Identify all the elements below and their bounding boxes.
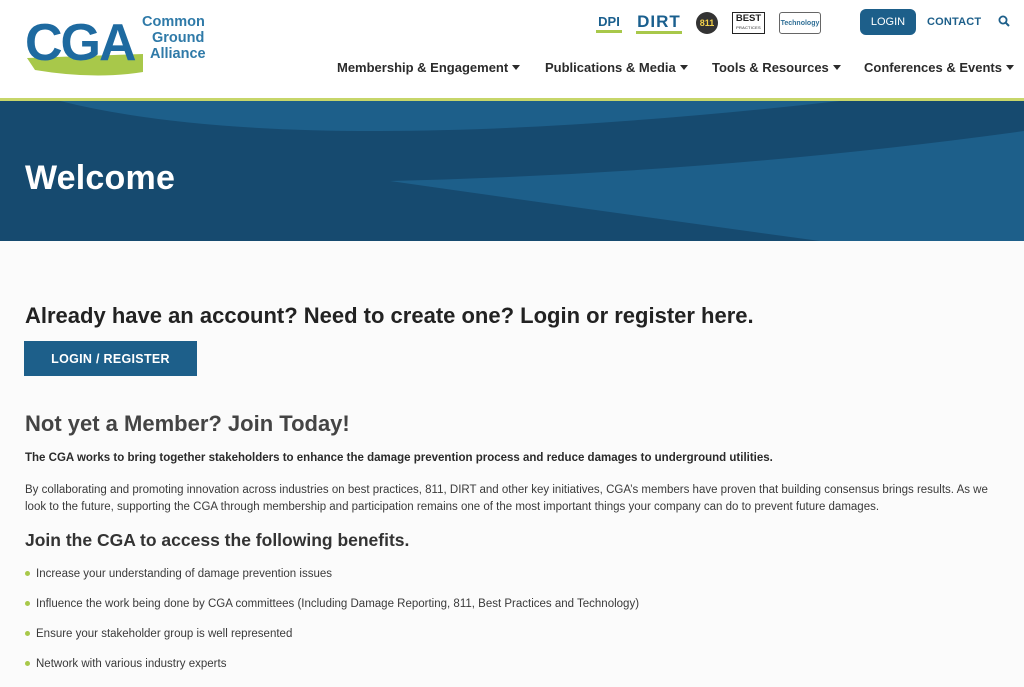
- nav-label: Publications & Media: [545, 60, 676, 75]
- best-logo-text: BEST: [735, 13, 762, 24]
- nav-conferences-events[interactable]: [864, 60, 1014, 75]
- program-logos: [596, 10, 835, 36]
- caret-down-icon: [680, 65, 688, 70]
- search-icon[interactable]: [998, 15, 1010, 27]
- list-item: Ensure your stakeholder group is well represented: [25, 628, 639, 658]
- dirt-logo[interactable]: DIRT: [636, 12, 682, 34]
- best-practices-logo[interactable]: [732, 12, 765, 34]
- best-logo-sub: PRACTICES: [736, 25, 761, 30]
- lead-text: The CGA works to bring together stakeholders to enhance the damage prevention process and reduce damages to underground utilities.: [25, 452, 773, 464]
- dpi-logo[interactable]: DPI: [596, 13, 622, 33]
- logo-letters: CGA: [25, 14, 135, 72]
- caret-down-icon: [512, 65, 520, 70]
- logo-word-ground: Ground: [152, 30, 205, 46]
- nav-label: Conferences & Events: [864, 60, 1002, 75]
- logo-wordmark: [142, 14, 206, 62]
- benefits-list: [25, 568, 639, 687]
- hero-banner: [0, 101, 1024, 241]
- nav-membership-engagement[interactable]: [337, 60, 520, 75]
- list-item: Network with various industry experts: [25, 658, 639, 687]
- login-button[interactable]: LOGIN: [860, 9, 916, 35]
- 811-logo[interactable]: 811: [696, 12, 718, 34]
- contact-link[interactable]: CONTACT: [927, 16, 982, 28]
- account-heading: Already have an account? Need to create one? Login or register here.: [25, 303, 754, 328]
- site-header: [0, 0, 1024, 101]
- logo-word-common: Common: [142, 14, 205, 30]
- page-title: Welcome: [25, 159, 176, 197]
- caret-down-icon: [833, 65, 841, 70]
- login-register-button[interactable]: LOGIN / REGISTER: [24, 341, 197, 376]
- logo-word-alliance: Alliance: [150, 46, 206, 62]
- member-heading: Not yet a Member? Join Today!: [25, 411, 350, 436]
- intro-paragraph: By collaborating and promoting innovation across industries on best practices, 811, DIRT and other key initiatives, CGA’s members have proven that building consensus brings results. As we look to the future, supporting the CGA through membership and participation remains one of the most important things your company can do to prevent future damages.: [25, 484, 988, 513]
- nav-publications-media[interactable]: [545, 60, 688, 75]
- nav-tools-resources[interactable]: [712, 60, 841, 75]
- nav-label: Membership & Engagement: [337, 60, 509, 75]
- cga-logo-mark: [25, 14, 145, 84]
- caret-down-icon: [1006, 65, 1014, 70]
- list-item: Influence the work being done by CGA committees (Including Damage Reporting, 811, Best Practices and Technology): [25, 598, 639, 628]
- cga-logo[interactable]: [25, 14, 215, 84]
- nav-label: Tools & Resources: [712, 60, 829, 75]
- list-item: Increase your understanding of damage prevention issues: [25, 568, 639, 598]
- technology-logo[interactable]: Technology: [779, 12, 821, 34]
- benefits-heading: Join the CGA to access the following benefits.: [25, 530, 410, 550]
